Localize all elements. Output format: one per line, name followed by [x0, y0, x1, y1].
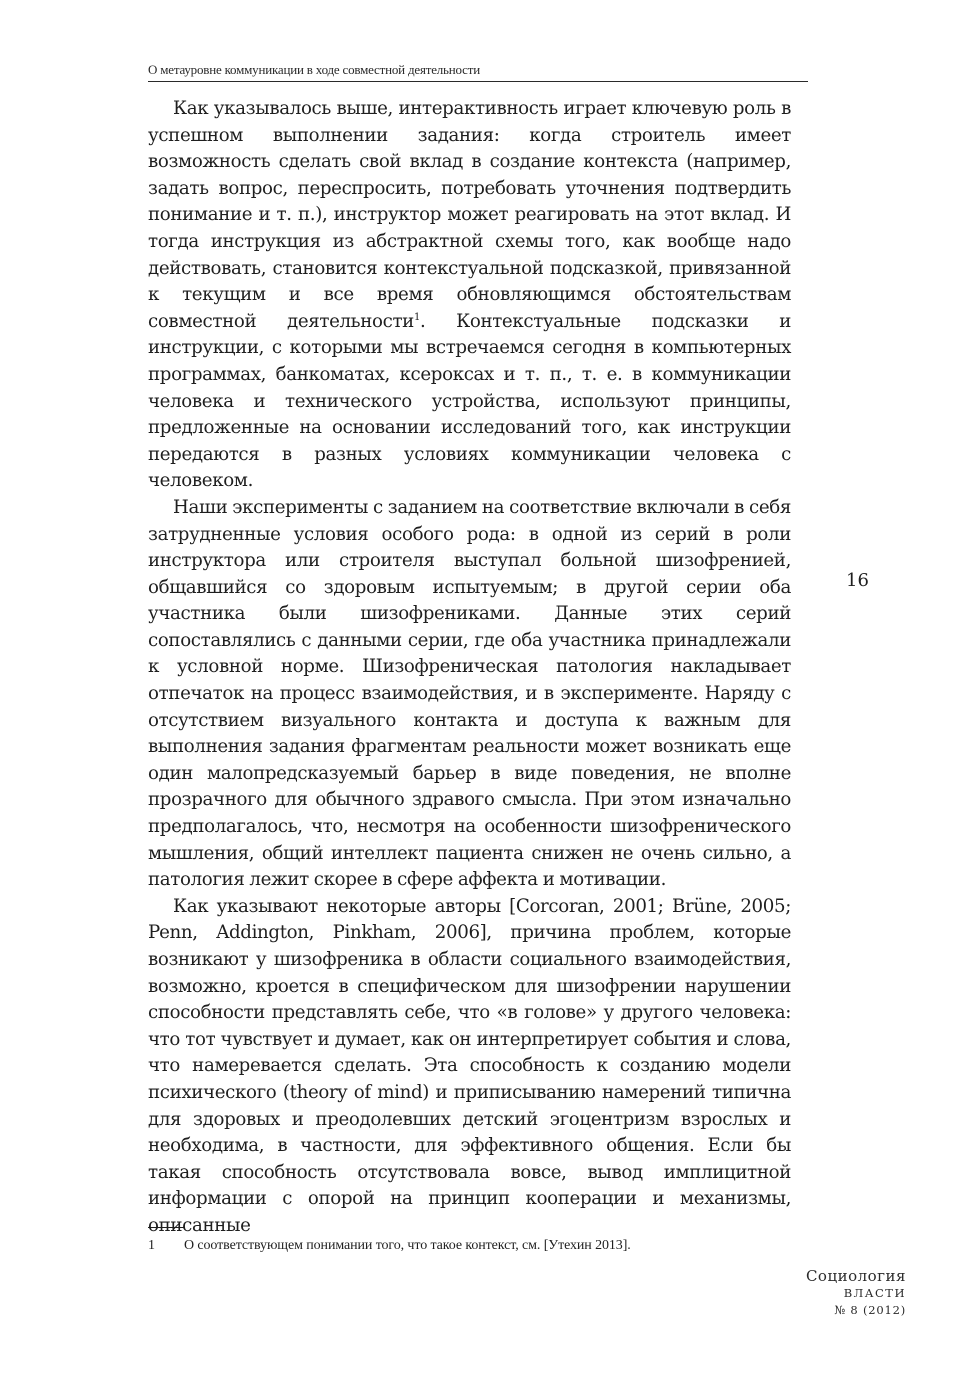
paragraph-1-part-b: . Контекстуальные подсказки и инструкции, с которыми мы встречаемся сегодня в компьютерных программах, банкоматах, ксероксах и т. п., т. е. в коммуникации человека и технического устройства, используют принципы, предложенные на основании исследований того, как инструкции передаются в разных условиях коммуникации человека с человеком. [148, 310, 792, 492]
paragraph-1-part-a: Как указывалось выше, интерактивность играет ключевую роль в успешном выполнении задания: когда строитель имеет возможность сделать свой вклад в создание контекста (например, задать вопрос, переспросить, потребовать уточнения подтвердить понимание и т. п.), инструктор может реагировать на этот вклад. И тогда инструкция из абстрактной схемы того, как вообще надо действовать, становится контекстуальной подсказкой, привязанной к текущим и все время обновляющимся обстоятельствам совместной деятельности [148, 98, 791, 332]
paragraph-1 [148, 96, 791, 495]
footnote-text: О соответствующем понимании того, что такое контекст, см. [Утехин 2013]. [184, 1238, 631, 1253]
journal-info [746, 1268, 906, 1319]
journal-issue: № 8 (2012) [834, 1303, 906, 1317]
running-head: О метауровне коммуникации в ходе совместной деятельности [148, 62, 808, 82]
footnote-ref[interactable]: 1 [413, 311, 420, 323]
journal-subtitle: ВЛАСТИ [843, 1286, 906, 1300]
footnote [148, 1238, 808, 1254]
journal-title: Социология [805, 1267, 906, 1285]
main-text [148, 96, 791, 1240]
footnote-number: 1 [148, 1238, 155, 1253]
paragraph-2: Наши эксперименты с заданием на соответствие включали в себя затрудненные условия особого рода: в одной из серий в роли инструктора или строителя выступал больной шизофренией, общавшийся со здоровым испытуемым; в другой серии оба участника были шизофрениками. Данные этих серий сопоставлялись с данными серии, где оба участника принадлежали к условной норме. Шизофреническая патология накладывает отпечаток на процесс взаимодействия, и в эксперименте. Наряду с отсутствием визуального контакта и доступа к важным для выполнения задания фрагментам реальности может возникать еще один малопредсказуемый барьер в виде поведения, не вполне прозрачного для обычного здравого смысла. При этом изначально предполагалось, что, несмотря на особенности шизофренического мышления, общий интеллект пациента снижен не очень сильно, а патология лежит скорее в сфере аффекта и мотивации. [148, 496, 791, 891]
paragraph-3: Как указывают некоторые авторы [Corcoran, 2001; Brüne, 2005; Penn, Addington, Pinkham, 2006], причина проблем, которые возникают у шизофреника в области социального взаимодействия, возможно, кроется в специфическом для шизофрении нарушении способности представлять себе, что «в голове» у другого человека: что тот чувствует и думает, как он интерпретирует события и слова, что намеревается сделать. Эта способность к созданию модели психического (theory of mind) и приписыванию намерений типична для здоровых и преодолевших детский эгоцентризм взрослых и необходима, в частности, для эффективного общения. Если бы такая способность отсутствовала вовсе, вывод имплицитной информации с опорой на принцип кооперации и механизмы, описанные [148, 895, 791, 1236]
footnote-rule [148, 1227, 184, 1228]
page-number: 16 [846, 570, 869, 591]
